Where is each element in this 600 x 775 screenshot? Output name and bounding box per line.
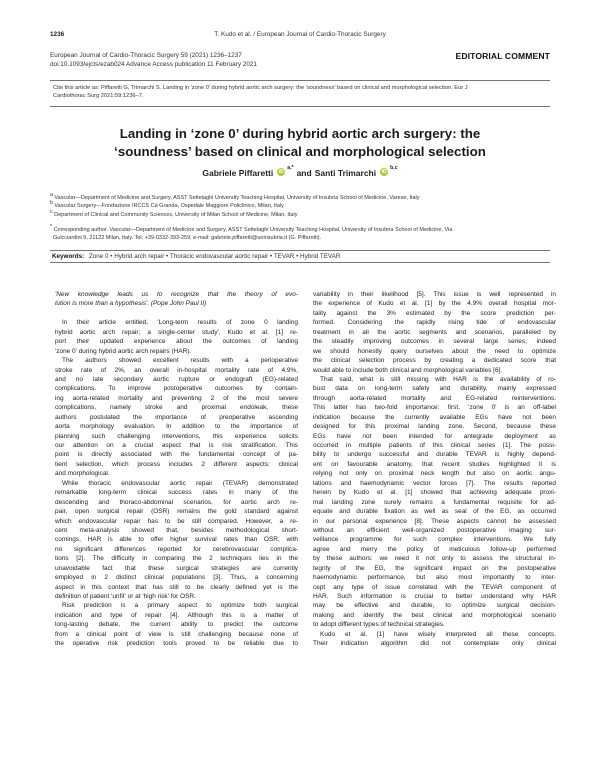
body-text-line: the steadily improving outcomes in several large series, indeed	[313, 338, 556, 346]
body-text-line: relying not only on proximal neck length but also on aortic angu-	[313, 470, 556, 478]
body-text-line: variability in their likelihood [5]. This issue is well represented in	[313, 291, 556, 298]
body-text-line: by these authors: we need it not only to assess the structural in-	[313, 555, 556, 563]
body-text-line: and morphological.	[55, 470, 110, 478]
body-text-line: aorta morphology evaluation. In addition to the importance of	[55, 423, 298, 431]
body-text-line: Risk prediction is a primary aspect to optimize both surgical	[62, 602, 298, 610]
cite-this-article-box	[50, 80, 550, 107]
article-type-label: EDITORIAL COMMENT	[455, 51, 550, 61]
body-text-line: remarkable long-term clinical success rates in many of the	[55, 489, 298, 497]
body-text-line: ing aorta-related mortality and preventing 2 of the most severe	[55, 394, 298, 402]
body-text-line: agree and merry the policy of meticulous follow-up performed	[313, 545, 556, 553]
body-text-line: bility to undergo successful and durable TEVAR is highly depend-	[313, 451, 556, 459]
body-text-line: cept any type of issue correlated with the TEVAR component of	[313, 583, 556, 591]
orcid-icon[interactable]: iD	[278, 169, 284, 175]
body-text-line: tient selection, which process includes 2 different aspects: clinical	[55, 460, 298, 468]
body-text-line	[55, 309, 298, 318]
body-text-line: the operative risk prediction tools proved to be reliable due to	[55, 640, 298, 648]
body-text-line: While thoracic endovascular aortic repair (TEVAR) demonstrated	[62, 479, 298, 487]
body-text-line: This latter has two-fold importance: first, 'zone 0' is an off-label	[313, 404, 556, 412]
author-name-2[interactable]: Santi Trimarchi	[314, 168, 377, 178]
body-text-line: EGs have not been intended for antegrade deployment as	[313, 432, 556, 440]
body-text-line: port their updated experience about the outcomes of landing	[55, 338, 298, 346]
body-text-line: 'zone 0' during hybrid aortic arch repairs (HAR).	[55, 347, 192, 355]
body-text-line: stroke rate of 2%, an overall in-hospital mortality rate of 4.9%,	[55, 366, 298, 374]
corresponding-author: * Corresponding author. Vascular—Department of Medicine and Surgery, ASST Settelaghi University Teaching Hospital, University of Insubria School of Medicine, Via Guicciardini 9, 21122 Milan, Italy. Tel: +39-0332-393-259; e-mail: gabriele.piffaretti@uninsubria.it (G. Piffaretti).	[50, 227, 550, 242]
body-text-line: the clinical selection process by creating a dedicated score that	[313, 357, 556, 365]
body-text-line: Kudo et al. [1] have wisely interpreted all these concepts.	[320, 630, 556, 638]
affiliation-a: a Vascular—Department of Medicine and Surgery, ASST Settelaghi University Teaching Hospital, University of Insubria School of Medicine, Varese, Italy	[50, 192, 420, 201]
body-text-line: equate and durable fixation as well as seal of the EG, as occurred	[313, 508, 556, 516]
doi-line: doi:10.1093/ejcts/ezab024 Advance Access publication 11 February 2021	[50, 61, 258, 68]
body-text-line: descending and thoraco-abdominal scenarios, for aortic arch re-	[55, 498, 298, 506]
cite-line-2: Cardiothorac Surg 2021;59:1236–7.	[53, 92, 144, 99]
running-head: T. Kudo et al. / European Journal of Cardio-Thoracic Surgery	[214, 31, 386, 38]
body-text-line: veillance programme for such complex interventions. We fully	[313, 536, 556, 544]
body-text-line: we should honestly query ourselves about the need to optimize	[313, 347, 556, 355]
body-text-line: through aorta-related mortality and EG-related reinterventions.	[313, 394, 556, 402]
body-text-line: comings, HAR is able to offer higher survival rates than OSR, with	[55, 536, 298, 544]
body-text-line: The authors showed excellent results with a perioperative	[62, 357, 298, 365]
body-text-line: may be effective and durable, to optimize surgical decision-	[313, 602, 556, 610]
orcid-icon[interactable]: iD	[381, 169, 387, 175]
author-list: Gabriele Piffaretti iD a,* and Santi Trimarchi iD b,c	[202, 165, 398, 178]
body-text-line: tions [2]. The difficulty in comparing the 2 techniques lies in the	[55, 555, 298, 563]
body-text-line: lations and haemodynamic vector forces [7]. The results reported	[313, 479, 556, 487]
body-text-line: hybrid aortic arch repair; a single-center study', Kudo et al. [1] re-	[55, 328, 298, 336]
body-text-line: the experience of Kudo et al. [1] by the 4.9% overall hospital mor-	[313, 300, 556, 308]
body-text-line: HAR. Such information is crucial to better understand why HAR	[313, 593, 556, 600]
body-text-line: 'New knowledge leads us to recognize that the theory of evo-	[55, 291, 298, 298]
body-text-line: indication because the currently available EGs have not been	[313, 413, 556, 421]
body-text-line: pair, open surgical repair (OSR) remains the gold standard against	[55, 508, 298, 516]
body-text-line: aspect in this context that has still to be clearly defined yet is the	[55, 583, 298, 591]
body-column-right	[313, 290, 556, 649]
title-line-2: ‘soundness’ based on clinical and morphological selection	[114, 143, 486, 159]
body-text-line: complications, namely stroke and proximal endoleak, these	[55, 404, 298, 412]
body-text-line: haemodynamic performance, but also most importantly to inter-	[313, 574, 556, 582]
body-text-line: point is directly associated with the fundamental concept of pa-	[55, 451, 298, 459]
body-text-line: in our personal experience [8]. These aspects cannot be assessed	[313, 517, 556, 525]
keywords-bar	[50, 250, 550, 263]
body-text-line: occurred in multiple patients of this clinical series [1]. The possi-	[313, 442, 556, 449]
body-text-line: making and identify the best clinical and morphological scenario	[313, 611, 556, 619]
body-text-line: long-lasting debate, the current ability to predict the outcome	[55, 621, 298, 629]
keywords-list: Zone 0 • Hybrid arch repair • Thoracic endovascular aortic repair • TEVAR • Hybrid TEVAR	[88, 253, 341, 260]
body-text-line: treatment in all the aortic segments and scenarios, paralleled by	[313, 328, 556, 336]
body-text-line: designed for this proximal landing zone. Second, because these	[313, 423, 556, 431]
keywords-label: Keywords:	[52, 253, 85, 260]
body-text-line: authors postulated the importance of preoperative ascending	[55, 413, 298, 421]
body-text-line: tality against the 3% estimated by the score prediction per-	[313, 309, 556, 317]
cite-line-1: Cite this article as: Piffaretti G, Trimarchi S. Landing in 'zone 0' during hybrid aortic arch surgery: the 'soundness' based on clinical and morphological selection. Eur J	[53, 84, 468, 91]
author-name-1[interactable]: Gabriele Piffaretti	[202, 168, 274, 178]
page-header	[50, 31, 550, 39]
body-text-line: would able to include both clinical and morphological variables [6].	[313, 366, 503, 374]
body-text-line: That said, what is still missing with HAR is the availability of ro-	[320, 375, 556, 383]
author-conjunction: and	[296, 168, 312, 178]
article-title	[70, 125, 530, 160]
body-text-line: ent on favourable anatomy, that recent studies highlighted it is	[313, 460, 556, 468]
corresponding-author-contact[interactable]: Guicciardini 9, 21122 Milan, Italy. Tel: +39-0332-393-259; e-mail: gabriele.piffaretti@uninsubria.it (G. Piffaretti).	[53, 234, 322, 241]
body-text-line: definition of patient 'unfit' or at 'high risk' for OSR.	[55, 593, 196, 600]
body-text-line: no significant differences reported for cerebrovascular complica-	[55, 545, 298, 553]
body-text-line: bust data on long-term safety and durability, mainly expressed	[313, 385, 556, 393]
body-text-line: indication and type of repair [4]. Although this is a matter of	[55, 611, 298, 619]
body-text-line: unavoidable fact that these surgical strategies are currently	[55, 564, 298, 572]
affiliation-b: b Vascular Surgery—Fondazione IRCCS Cà Granda, Ospedale Maggiore Policlinico, Milan, Italy	[50, 200, 284, 209]
body-text-line: planning such challenging interventions, this experience solicits	[55, 432, 298, 440]
body-text-line: without an efficient well-organized postoperative imaging sur-	[313, 526, 556, 534]
body-text-line: which endovascular repair has to be still compared. However, a re-	[55, 517, 298, 525]
body-text-line: In their article entitled, 'Long-term results of zone 0 landing	[62, 319, 298, 327]
body-text-line: tegrity of the EG, the significant impact on the postoperative	[313, 564, 556, 572]
body-text-line: employed in 2 distinct clinical populations [3]. Thus, a concerning	[55, 574, 298, 582]
body-text-line: our attention on a crucial aspect that is risk stratification. This	[55, 442, 298, 449]
body-text-line: lution is more than a hypothesis'. (Pope John Paul II)	[55, 300, 207, 308]
body-text-line: Their indication algorithm did not contemplate only clinical	[313, 640, 556, 648]
body-text-line: and no late secondary aortic rupture or endograft (EG)-related	[55, 375, 298, 383]
body-text-line: cent meta-analysis showed that, besides methodological short-	[55, 526, 298, 534]
body-column-left	[55, 290, 298, 649]
page-number: 1236	[50, 31, 65, 38]
body-text-line: mal landing zone surely remains a fundamental requisite for ad-	[313, 498, 556, 506]
journal-citation-line: European Journal of Cardio-Thoracic Surgery 59 (2021) 1236–1237	[50, 52, 242, 59]
title-line-1: Landing in ‘zone 0’ during hybrid aortic arch surgery: the	[119, 126, 481, 141]
body-text-line: from a clinical point of view is still challenging because none of	[55, 630, 298, 638]
body-text-line: complications. To improve postoperative outcomes by contain-	[55, 385, 298, 393]
body-text-line: formed. Considering the rapidly rising tide of endovascular	[313, 319, 556, 327]
affiliation-c: c Department of Clinical and Community Sciences, University of Milan School of Medicine, Milan, Italy	[50, 209, 298, 218]
body-text-line: to adopt different types of technical strategies.	[313, 621, 445, 629]
body-text-line: herein by Kudo et al. [1] showed that achieving adequate proxi-	[313, 489, 556, 497]
